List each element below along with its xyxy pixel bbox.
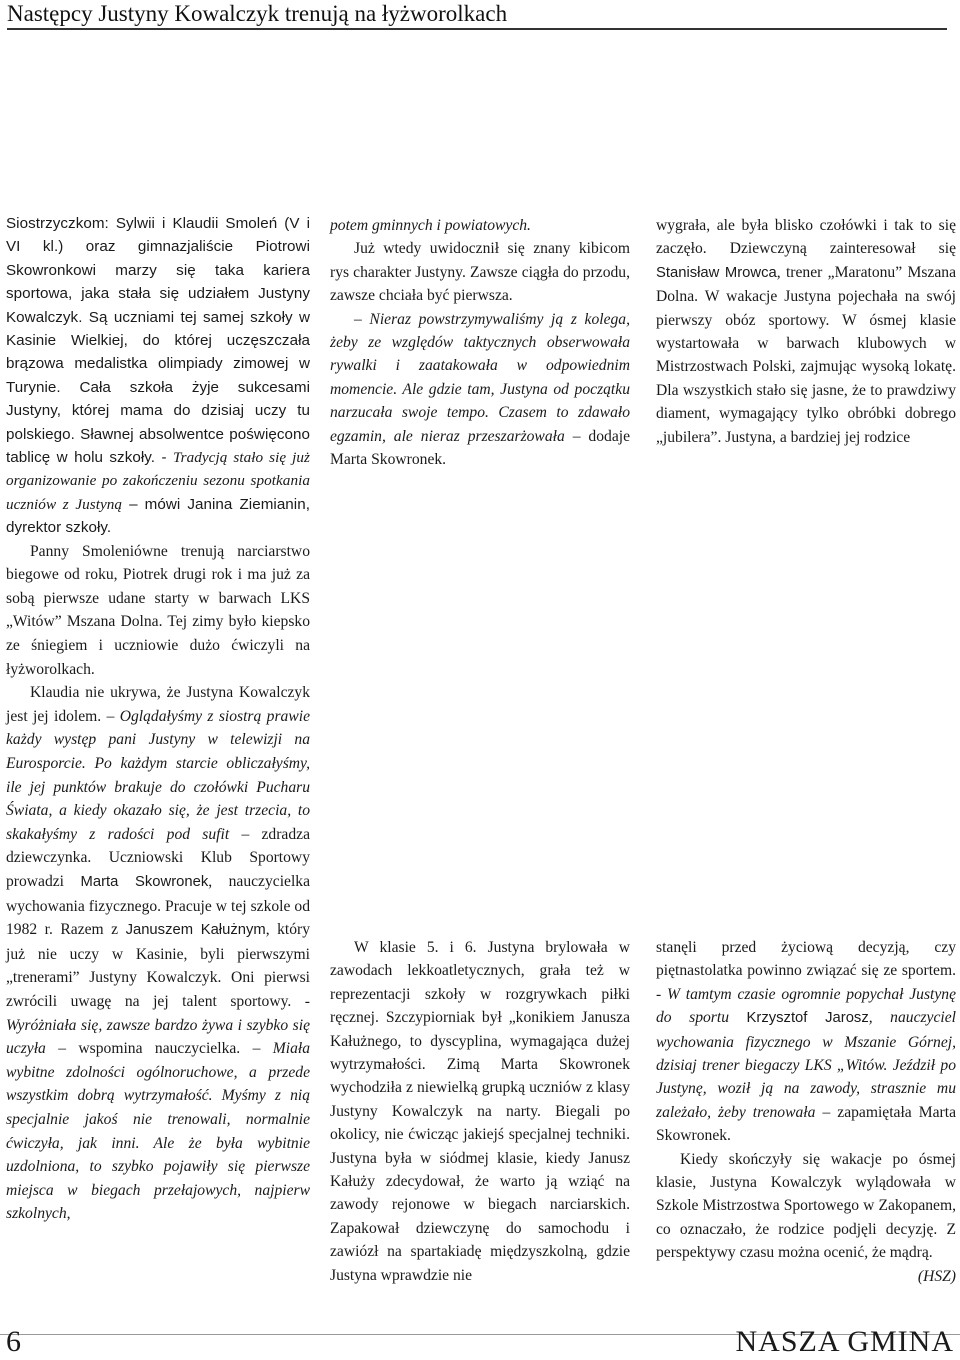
lead-text: Siostrzyczkom: Sylwii i Klaudii Smoleń (V i VI kl.) oraz gimnazjaliście Piotrowi Skowronkowi marzy się taka kariera sportowa, jaka stała się udziałem Justyny Kowalczyk. Są uczniami tej samej szkoły w Kasinie Wielkiej, do której uczęszczała brązowa medalistka olimpiady zimowej w Turynie. Cała szkoła żyje sukcesami Justyny, której mama do dzisiaj uczy tu polskiego. Sławnej absolwentce poświęcono tablicę w holu szkoły. - (6, 215, 310, 467)
page-number: 6 (6, 1325, 21, 1358)
paragraph-tactics (330, 308, 630, 472)
paragraph-zakopane: Kiedy skończyły się wakacje po ósmej klasie, Justyna Kowalczyk wylądowała w Szkole Mistrzostwa Sportowego w Zakopanem, co oznaczało, że rodzice podjęli decyzję. Z perspektywy czasu można ocenić, że mądrą. (656, 1150, 956, 1262)
quote: – Nieraz powstrzymywaliśmy ją z kolega, żeby ze względów taktycznych obserwowała rywalki i zaatakowała w odpowiednim momencie. Ale gdzie tam, Justyna od początku narzucała swoje tempo. Czasem to zdawało egzamin, ale nieraz przeszarżowała (330, 310, 630, 445)
author-signature: (HSZ) (917, 1267, 956, 1285)
person-name: Januszem Kałużnym (125, 922, 266, 939)
column-2-bottom (330, 936, 630, 1287)
article-title: Następcy Justyny Kowalczyk trenują na łyżworolkach (7, 0, 947, 30)
column-3-bottom (656, 936, 956, 1288)
column-3-top (656, 214, 956, 449)
paragraph-first-coach (656, 214, 956, 449)
text: Klaudia nie ukrywa, że Justyna Kowalczyk jest jej idolem. – (6, 684, 310, 725)
quote: potem gminnych i powiatowych. (330, 217, 531, 234)
lead-text-end: – mówi Janina Ziemianin, dyrektor szkoły. (6, 495, 310, 537)
paragraph-character: Już wtedy uwidocznił się znany kibicom rys charakter Justyny. Zawsze ciągła do przodu, zawsze chciała być pierwsza. (330, 240, 630, 305)
quote: , nauczyciel wychowania fizycznego w Mszanie Górnej, dzisiaj trener biegaczy LKS „Witów. Jeździł po Justynę, woził ją na zawody, strasznie mu zależało, żeby trenowała (656, 1009, 956, 1121)
text: – dodaje Marta Skowronek. (330, 427, 630, 469)
paragraph-decision (656, 936, 956, 1148)
paragraph-training: Panny Smoleniówne trenują narciarstwo biegowe od roku, Piotrek drugi rok i ma już za sobą pierwsze udane starty w barwach LKS „Witów” Mszana Dolna. Tej zimy było kiepsko ze śniegiem i uczniowie dużo ćwiczyli na łyżworolkach. (6, 542, 310, 678)
quote-continuation (330, 214, 630, 237)
quote: Oglądałyśmy z siostrą prawie każdy występ pani Justyny w telewizji na Eurosporcie. Po każdym starcie obliczałyśmy, ile jej punktów brakuje do czołówki Pucharu Świata, a kiedy okazało się, że jest trzecia, to skakałyśmy z radości pod sufit (6, 707, 310, 843)
text: – zapamiętała Marta Skowronek. (656, 1103, 956, 1145)
text: wygrała, ale była blisko czołówki i tak to się zaczęło. Dziewczyną zainteresował się (656, 217, 956, 258)
text: – zdradza dziewczynka. Uczniowski Klub Sportowy prowadzi (6, 825, 310, 890)
text: , trener „Maratonu” Mszana Dolna. W wakacje Justyna pojechała na swój pierwszy obóz sportowy. W ósmej klasie wystartowała w barwach klubowych w Mistrzostwach Polski, zajmując wysoką lokatę. Dla wszystkich stało się jasne, że to prawdziwy diament, wymagający tylko obróbki dobrego „jubilera”. Justyna, a bardziej jej rodzice (656, 263, 956, 446)
quote: Wyróżniała się, zawsze bardzo żywa i szybko się uczyła (6, 1016, 310, 1058)
quote: W tamtym czasie ogromnie popychał Justynę do sportu (656, 985, 957, 1027)
person-name: Krzysztof Jarosz (746, 1010, 869, 1027)
lead-paragraph (6, 212, 310, 540)
person-name: Stanisław Mrowca (656, 264, 777, 281)
person-name: Marta Skowronek (80, 874, 209, 890)
text: , nauczycielka wychowania fizycznego. Pracuje w tej szkole od 1982 r. Razem z (6, 873, 310, 939)
column-2-top (330, 214, 630, 471)
text: stanęli przed życiową decyzją, czy piętnastolatka powinno związać się ze sportem. - (656, 939, 956, 1003)
paragraph-school-sports: W klasie 5. i 6. Justyna brylowała w zawodach lekkoatletycznych, grała też w reprezentacji szkoły w rozgrywkach piłki ręcznej. Szczypiorniak był „konikiem Janusza Kałużnego, to dyscyplina, wymagająca dużej wytrzymałości. Zimą Marta Skowronek wychodziła z niewielką grupką uczniów z klasy Justyny Kowalczyk na narty. Biegali po okolicy, nie ćwicząc jakiejś specjalnej techniki. Justyna była w siódmej klasie, kiedy Janusz Kałuży zdecydował, że warto ją wziąć na zawody rejonowe w biegach narciarskich. Zapakował dziewczynę do samochodu i zawiózł na spartakiadę międzyszkolną, gdzie Justyna wprawdzie nie (330, 939, 630, 1284)
text: , który już nie uczy w Kasinie, byli pierwszymi „trenerami” Justyny Kowalczyk. Oni pierwsi zwrócili uwagę na jej talent sportowy. - (6, 921, 310, 1010)
paragraph-idol (6, 681, 310, 1226)
magazine-name: NASZA GMINA (735, 1325, 954, 1358)
column-1 (6, 212, 310, 1226)
quote: Miała wybitne zdolności ogólnoruchowe, a przede wszystkim dobrą wytrzymałość. Myśmy z nią specjalnie jakoś nie trenowali, normalnie ćwiczyła, jak inni. Ale że była wybitnie uzdolniona, to szybko pojawiły się pierwsze miejsca w biegach przełajowych, najpierw szkolnych, (6, 1040, 310, 1223)
lead-quote: Tradycją stało się już organizowanie po zakończeniu sezonu spotkania uczniów z Justyną (6, 449, 311, 513)
text: – wspomina nauczycielka. – (45, 1040, 273, 1058)
